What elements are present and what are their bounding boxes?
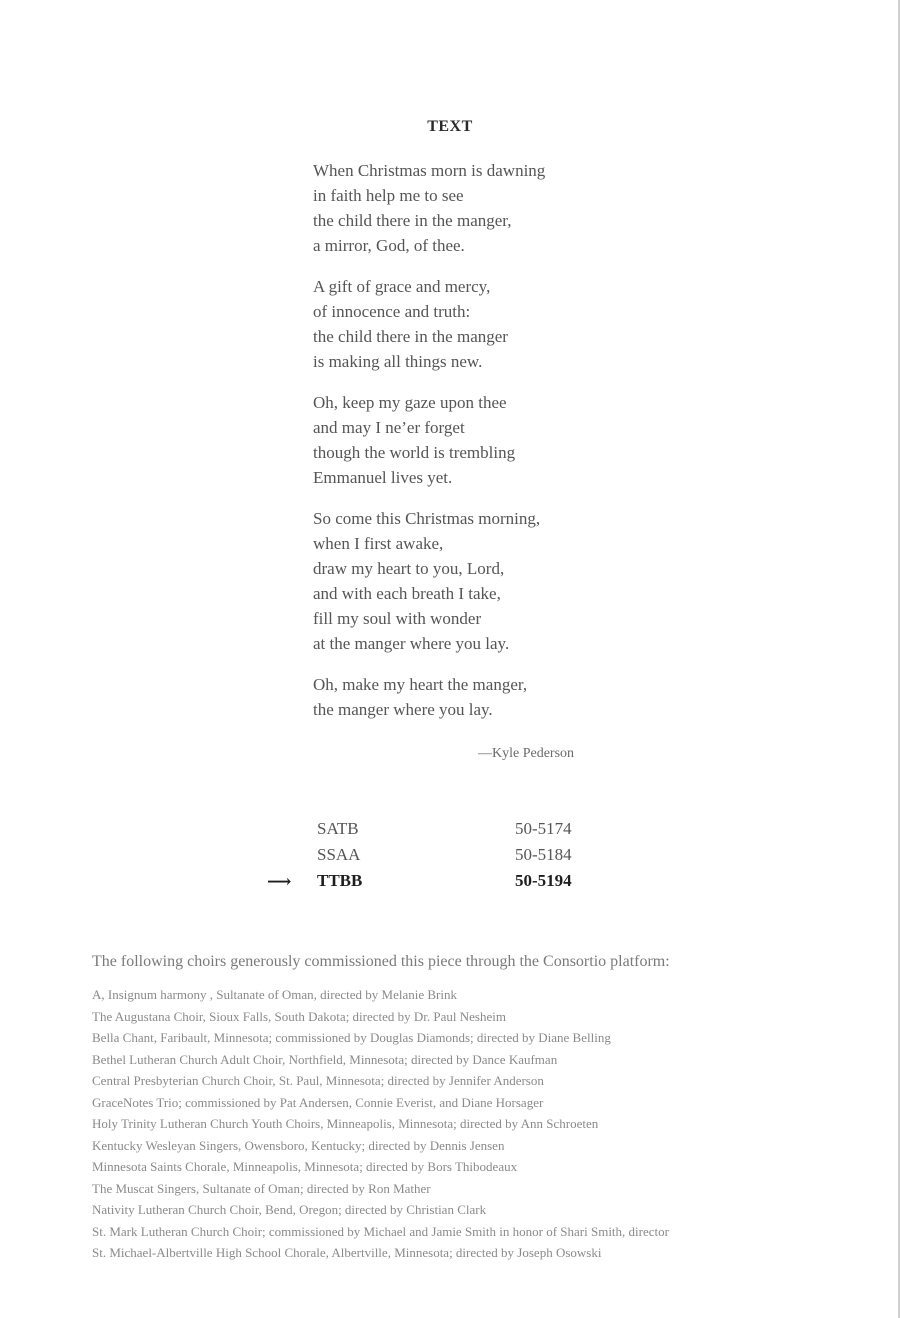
poem-stanza — [313, 672, 653, 722]
choir-list-item: The Muscat Singers, Sultanate of Oman; directed by Ron Mather — [92, 1180, 431, 1196]
poem-stanza — [313, 390, 653, 490]
choir-list-item: Bella Chant, Faribault, Minnesota; commissioned by Douglas Diamonds; directed by Diane Belling — [92, 1030, 611, 1045]
poem-author: —Kyle Pederson — [478, 746, 575, 761]
edition-row — [262, 845, 592, 871]
poem-text — [313, 158, 653, 738]
poem-stanza — [313, 274, 653, 374]
poem-line: the manger where you lay. — [313, 700, 493, 719]
page-title: TEXT — [427, 118, 473, 135]
edition-voicing: TTBB — [317, 871, 363, 890]
poem-line: draw my heart to you, Lord, — [313, 559, 505, 578]
edition-catalog-number: 50-5184 — [515, 845, 572, 864]
arrow-right-icon: ⟶ — [267, 872, 292, 891]
poem-line: and may I ne’er forget — [313, 418, 465, 437]
choir-list-item: St. Michael-Albertville High School Chorale, Albertville, Minnesota; directed by Joseph Osowski — [92, 1245, 602, 1260]
choir-list-item: Holy Trinity Lutheran Church Youth Choirs, Minneapolis, Minnesota; directed by Ann Schroeten — [92, 1116, 599, 1131]
poem-line: Oh, make my heart the manger, — [313, 675, 528, 694]
choir-list-item: Kentucky Wesleyan Singers, Owensboro, Kentucky; directed by Dennis Jensen — [92, 1137, 505, 1153]
choir-list-item: Central Presbyterian Church Choir, St. Paul, Minnesota; directed by Jennifer Anderson — [92, 1073, 544, 1088]
poem-line: a mirror, God, of thee. — [313, 236, 465, 255]
poem-line: though the world is trembling — [313, 443, 516, 462]
choir-list — [92, 984, 892, 1264]
poem-line: in faith help me to see — [313, 186, 464, 205]
poem-line: fill my soul with wonder — [313, 609, 482, 628]
choir-list-item: Bethel Lutheran Church Adult Choir, Northfield, Minnesota; directed by Dance Kaufman — [92, 1051, 558, 1067]
edition-voicing: SATB — [317, 819, 359, 838]
edition-row — [262, 819, 592, 845]
poem-stanza — [313, 158, 653, 258]
edition-voicing: SSAA — [317, 845, 361, 864]
poem-line: So come this Christmas morning, — [313, 509, 541, 528]
choir-list-item: The Augustana Choir, Sioux Falls, South Dakota; directed by Dr. Paul Nesheim — [92, 1008, 506, 1024]
poem-stanza — [313, 506, 653, 656]
poem-line: When Christmas morn is dawning — [313, 161, 546, 180]
edition-catalog-number: 50-5194 — [515, 871, 572, 890]
poem-line: is making all things new. — [313, 352, 483, 371]
choir-list-item: GraceNotes Trio; commissioned by Pat Andersen, Connie Everist, and Diane Horsager — [92, 1094, 544, 1110]
edition-row — [262, 871, 592, 897]
poem-line: Emmanuel lives yet. — [313, 468, 453, 487]
choir-list-item: Minnesota Saints Chorale, Minneapolis, Minnesota; directed by Bors Thibodeaux — [92, 1159, 518, 1174]
poem-line: of innocence and truth: — [313, 302, 471, 321]
poem-line: the child there in the manger — [313, 327, 508, 346]
poem-line: and with each breath I take, — [313, 584, 501, 603]
poem-line: A gift of grace and mercy, — [313, 277, 491, 296]
edition-list — [262, 819, 592, 897]
edition-catalog-number: 50-5174 — [515, 819, 572, 838]
poem-line: the child there in the manger, — [313, 211, 512, 230]
poem-line: Oh, keep my gaze upon thee — [313, 393, 507, 412]
choir-list-item: St. Mark Lutheran Church Choir; commissioned by Michael and Jamie Smith in honor of Shari Smith, director — [92, 1223, 669, 1239]
choir-list-item: A, Insignum harmony , Sultanate of Oman, directed by Melanie Brink — [92, 987, 458, 1002]
poem-line: when I first awake, — [313, 534, 444, 553]
choir-list-item: Nativity Lutheran Church Choir, Bend, Oregon; directed by Christian Clark — [92, 1202, 487, 1217]
commission-intro: The following choirs generously commissioned this piece through the Consortio platform: — [92, 953, 670, 970]
poem-line: at the manger where you lay. — [313, 634, 510, 653]
